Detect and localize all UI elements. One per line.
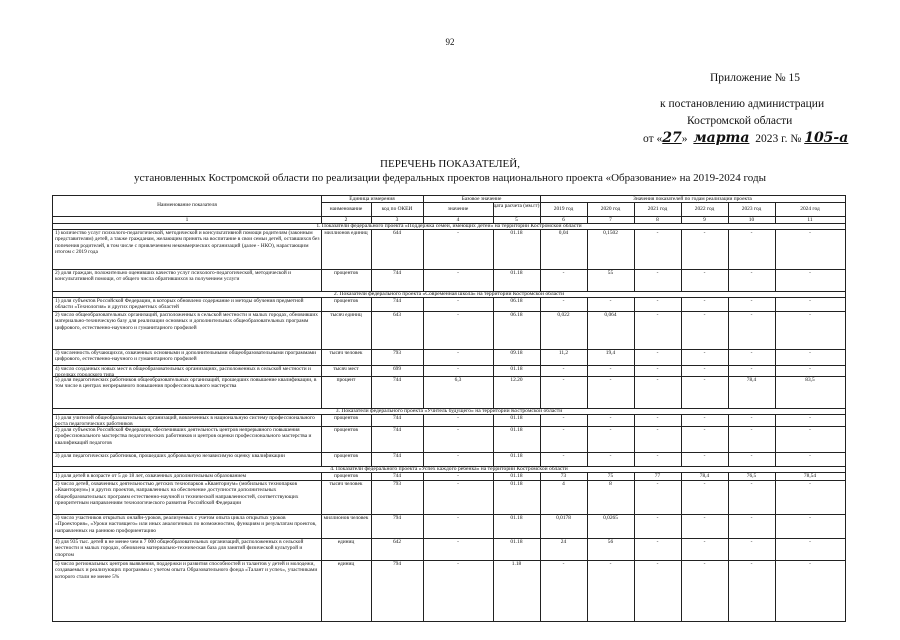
header-col-number: 3: [395, 217, 399, 223]
row-base-date: 01.18: [510, 515, 523, 521]
row-year-value: -: [809, 427, 811, 433]
title-line-1: ПЕРЕЧЕНЬ ПОКАЗАТЕЛЕЙ,: [380, 158, 520, 170]
table-column-rule: [587, 202, 588, 223]
section-heading: 1. Показатели федерального проекта «Поддержка семей, имеющих детей» на территории Костромской области: [316, 223, 582, 229]
row-indicator-name: 1) доля детей в возрасте от 5 до 18 лет, охваченных дополнительным образованием: [55, 473, 247, 479]
row-year-value: -: [750, 298, 753, 304]
header-col-number: 11: [807, 217, 813, 223]
row-year-value: -: [703, 298, 706, 304]
row-year-value: -: [656, 350, 659, 356]
row-year-value: -: [750, 453, 753, 459]
row-year-value: 76,5: [746, 473, 757, 479]
row-year-value: -: [656, 561, 659, 567]
document-title: [0, 157, 900, 185]
header-years-group: Значения показателей по годам реализации проекта: [633, 196, 752, 202]
row-year-value: -: [562, 415, 565, 421]
row-unit: процентов: [334, 298, 358, 304]
row-unit: процентов: [334, 415, 358, 421]
row-year-value: -: [750, 415, 753, 421]
row-okei: 794: [392, 515, 402, 521]
row-year-value: -: [703, 270, 706, 276]
row-year-value: 73: [560, 473, 567, 479]
row-base-date: 01.18: [510, 230, 523, 236]
table-column-rule: [775, 414, 776, 466]
row-year-value: 19,4: [605, 350, 616, 356]
row-indicator-name: 1) доля субъектов Российской Федерации, в которых обновлено содержание и методы обучения предметной области «Технология» и других предметных областей: [55, 298, 304, 311]
row-year-value: -: [703, 415, 706, 421]
row-base-value: 6,3: [454, 377, 462, 383]
row-unit: единиц: [337, 561, 355, 567]
row-base-date: 1.18: [511, 561, 522, 567]
handwritten-day: 27: [662, 130, 682, 146]
annex-line-3: Костромской области: [687, 115, 793, 127]
table-column-rule: [775, 472, 776, 621]
row-year-value: -: [656, 427, 659, 433]
header-year: 2021 год: [647, 206, 668, 212]
row-unit: миллионов человек: [323, 515, 369, 521]
table-column-rule: [634, 229, 635, 291]
header-year: 2023 год: [741, 206, 762, 212]
header-base-group: Базовое значение: [461, 196, 502, 202]
table-column-rule: [540, 196, 541, 223]
row-base-date: 01.18: [510, 427, 523, 433]
row-year-value: 83,5: [805, 377, 815, 383]
handwritten-month: марта: [693, 130, 750, 146]
row-year-value: -: [562, 561, 565, 567]
annex-date-line: от «27» марта 2023 г. № 105-а: [643, 130, 849, 146]
row-year-value: -: [703, 481, 706, 487]
row-year-value: -: [750, 270, 753, 276]
row-base-value: -: [457, 270, 459, 276]
row-year-value: -: [703, 427, 706, 433]
row-base-value: -: [457, 312, 459, 318]
table-column-rule: [587, 414, 588, 466]
table-column-rule: [587, 229, 588, 291]
row-base-date: 06.18: [510, 312, 523, 318]
row-year-value: -: [750, 561, 753, 567]
row-indicator-name: 2) число детей, охваченных деятельностью детских технопарков «Кванториум» (мобильных технопарков «Кванториум») и других проектов, направленных на обеспечение доступности дополнительных общеобразовательных программ естественно-научной и технической направленностей, соответствующих приоритетным направлениям технологического развития Российской Федерации: [55, 481, 299, 507]
handwritten-number: 105-а: [804, 130, 849, 146]
header-col-number: 9: [703, 217, 706, 223]
header-col-number: 10: [748, 217, 755, 223]
row-unit: тысяч единиц: [330, 312, 362, 318]
header-col-number: 5: [515, 217, 518, 223]
table-column-rule: [634, 202, 635, 223]
row-unit: процентов: [334, 427, 358, 433]
header-base-date: дата расчета (мм.гг): [493, 203, 540, 209]
row-unit: тысяч мест: [333, 366, 359, 372]
row-year-value: -: [750, 230, 753, 236]
row-base-value: -: [457, 298, 459, 304]
table-column-rule: [321, 229, 322, 291]
row-okei: 643: [392, 312, 402, 318]
annex-block: [643, 70, 849, 148]
row-okei: 744: [392, 415, 402, 421]
table-column-rule: [775, 202, 776, 223]
row-indicator-name: 2) число общеобразовательных организаций, расположенных в сельской местности и малых городах, обновивших материально-техническую базу для реализации основных и дополнительных общеобразовательных программ цифрового, естественно-научного и гуманитарного профилей: [55, 312, 318, 331]
row-year-value: -: [750, 350, 753, 356]
row-unit: единиц: [337, 539, 355, 545]
row-year-value: -: [562, 298, 565, 304]
row-year-value: -: [609, 561, 612, 567]
row-base-value: -: [457, 230, 459, 236]
header-unit-group: Единица измерения: [349, 196, 395, 202]
annex-line-2: к постановлению администрации: [660, 98, 825, 110]
row-base-value: -: [457, 539, 459, 545]
row-base-value: -: [457, 515, 459, 521]
row-base-value: -: [457, 366, 459, 372]
row-base-value: -: [457, 415, 459, 421]
row-year-value: -: [656, 539, 659, 545]
row-year-value: -: [809, 415, 811, 421]
row-indicator-name: 1) количество услуг психолого-педагогической, методической и консультативной помощи родителям (законным представителям) детей, а также гражданам, желающим принять на воспитание в свои семьи детей, оставшихся без попечения родителей, в том числе с привлечением некоммерческих организаций (далее - НКО), нарастающим итогом с 2019 года: [55, 230, 320, 256]
table-column-rule: [634, 297, 635, 408]
row-year-value: -: [809, 561, 811, 567]
row-okei: 744: [392, 427, 402, 433]
row-okei: 744: [392, 453, 402, 459]
row-year-value: -: [703, 377, 706, 383]
table-column-rule: [423, 297, 424, 408]
row-indicator-name: 2) доля субъектов Российской Федерации, обеспечивших деятельность центров непрерывного повышения профессионального мастерства педагогических работников и центров оценки профессионального мастерства и квалификаций педагогов: [55, 427, 312, 446]
section-heading: 4. Показатели федерального проекта «Успех каждого ребенка» на территории Костромской области: [330, 466, 568, 472]
row-year-value: -: [609, 415, 612, 421]
row-year-value: 56: [607, 539, 614, 545]
row-base-date: 01.18: [510, 481, 523, 487]
row-year-value: -: [562, 453, 565, 459]
table-column-rule: [371, 414, 372, 466]
section-heading: 2. Показатели федерального проекта «Современная школа» на территории Костромской области: [333, 291, 565, 297]
row-year-value: 75: [607, 473, 614, 479]
row-unit: тысяч человек: [329, 350, 363, 356]
row-indicator-name: 3) численность обучающихся, охваченных основными и дополнительными общеобразовательными программами цифрового, естественно-научного и гуманитарного профилей: [55, 350, 317, 363]
table-column-rule: [493, 297, 494, 408]
table-column-rule: [423, 229, 424, 291]
table-column-rule: [371, 297, 372, 408]
table-column-rule: [321, 472, 322, 621]
table-column-rule: [540, 229, 541, 291]
header-col-number: 1: [185, 217, 189, 223]
table-column-rule: [728, 229, 729, 291]
table-column-rule: [681, 414, 682, 466]
header-indicator-name: Наименование показателя: [157, 202, 217, 208]
row-year-value: 77: [654, 473, 661, 479]
section-heading: 3. Показатели федерального проекта «Учитель будущего» на территории Костромской области: [335, 408, 563, 414]
table-rule: [321, 202, 845, 203]
row-year-value: -: [750, 366, 753, 372]
row-year-value: 0,064: [604, 312, 617, 318]
row-year-value: 78,4: [746, 377, 757, 383]
row-year-value: -: [703, 366, 706, 372]
row-unit: миллионов единиц: [324, 230, 368, 236]
row-base-value: -: [457, 427, 459, 433]
row-year-value: 11,2: [558, 350, 569, 356]
table-column-rule: [371, 229, 372, 291]
row-year-value: -: [656, 312, 659, 318]
row-year-value: -: [809, 481, 811, 487]
row-indicator-name: 4) число созданных новых мест в общеобразовательных организациях, расположенных в сельской местности и поселках городского типа: [55, 366, 311, 379]
row-unit: процент: [336, 377, 356, 383]
row-year-value: -: [656, 481, 659, 487]
row-okei: 642: [392, 539, 402, 545]
row-year-value: 78,54: [803, 473, 817, 479]
row-okei: 644: [392, 230, 402, 236]
header-year: 2019 год: [553, 206, 574, 212]
row-year-value: -: [703, 230, 706, 236]
row-year-value: -: [703, 312, 706, 318]
row-year-value: -: [562, 270, 565, 276]
table-column-rule: [371, 472, 372, 621]
row-year-value: -: [562, 377, 565, 383]
table-column-rule: [321, 414, 322, 466]
table-column-rule: [728, 297, 729, 408]
table-column-rule: [321, 297, 322, 408]
table-column-rule: [728, 472, 729, 621]
row-base-date: 12.20: [510, 377, 523, 383]
table-column-rule: [493, 202, 494, 223]
table-column-rule: [423, 196, 424, 223]
row-year-value: 0,022: [557, 312, 570, 318]
header-col-number: 4: [456, 217, 460, 223]
header-unit-name: наименование: [329, 206, 363, 212]
row-year-value: -: [809, 350, 811, 356]
header-col-number: 8: [656, 217, 659, 223]
row-year-value: 8: [609, 481, 612, 487]
row-year-value: -: [656, 515, 659, 521]
row-year-value: -: [609, 377, 612, 383]
table-column-rule: [587, 472, 588, 621]
table-column-rule: [540, 297, 541, 408]
row-okei: 744: [392, 377, 402, 383]
row-year-value: -: [750, 312, 753, 318]
header-col-number: 7: [609, 217, 612, 223]
table-column-rule: [587, 297, 588, 408]
row-year-value: -: [809, 230, 811, 236]
table-column-rule: [493, 414, 494, 466]
row-okei: 744: [392, 298, 402, 304]
title-line-2: установленных Костромской области по реализации федеральных проектов национального проекта «Образование» на 2019-2024 годы: [134, 172, 766, 184]
row-year-value: -: [809, 515, 811, 521]
row-base-value: -: [457, 473, 459, 479]
table-column-rule: [634, 472, 635, 621]
header-year: 2020 год: [600, 206, 621, 212]
row-year-value: -: [703, 453, 706, 459]
row-indicator-name: 1) доля учителей общеобразовательных организаций, вовлеченных в национальную систему профессионального роста педагогических работников: [55, 415, 315, 428]
row-year-value: -: [609, 366, 612, 372]
table-column-rule: [681, 297, 682, 408]
row-year-value: -: [609, 453, 612, 459]
row-indicator-name: 5) число региональных центров выявления, поддержки и развития способностей и талантов у детей и молодежи, создаваемых и реализующих программы с учетом опыта Образовательного фонда «Талант и успех», участниками которого стали не менее 5%: [55, 561, 318, 580]
table-column-rule: [681, 472, 682, 621]
row-year-value: -: [750, 427, 753, 433]
table-column-rule: [423, 414, 424, 466]
row-year-value: -: [703, 515, 706, 521]
row-okei: 793: [392, 481, 402, 487]
row-year-value: -: [809, 312, 811, 318]
row-base-value: -: [457, 561, 459, 567]
row-indicator-name: 3) доля педагогических работников, прошедших добровольную независимую оценку квалификации: [55, 453, 285, 459]
row-year-value: -: [609, 427, 612, 433]
row-base-date: 01.18: [510, 473, 523, 479]
header-okei: код по ОКЕИ: [381, 206, 413, 212]
row-okei: 744: [392, 270, 402, 276]
row-base-value: -: [457, 453, 459, 459]
row-unit: процентов: [334, 270, 358, 276]
header-year: 2022 год: [694, 206, 715, 212]
row-indicator-name: 2) доля граждан, положительно оценивших качество услуг психолого-педагогической, методической и консультативной помощи, от общего числа обратившихся за получением услуги: [55, 270, 292, 283]
row-year-value: -: [809, 453, 811, 459]
table-column-rule: [728, 202, 729, 223]
row-year-value: -: [809, 366, 811, 372]
row-year-value: -: [703, 350, 706, 356]
row-base-value: -: [457, 481, 459, 487]
row-year-value: -: [656, 366, 659, 372]
table-column-rule: [681, 202, 682, 223]
row-year-value: 0,1502: [603, 230, 618, 236]
header-col-number: 2: [344, 217, 348, 223]
table-column-rule: [775, 229, 776, 291]
table-column-rule: [634, 414, 635, 466]
row-year-value: -: [750, 515, 753, 521]
row-okei: 699: [392, 366, 402, 372]
row-base-date: 06.18: [510, 298, 523, 304]
header-base-value: значение: [447, 206, 469, 212]
row-okei: 793: [392, 350, 402, 356]
row-year-value: -: [703, 561, 706, 567]
row-base-date: 01.18: [510, 453, 523, 459]
indicators-table: [52, 195, 846, 622]
row-year-value: 0,0265: [603, 515, 618, 521]
row-year-value: 0,0178: [556, 515, 571, 521]
row-base-value: -: [457, 350, 459, 356]
table-column-rule: [728, 414, 729, 466]
row-base-date: 01.18: [510, 415, 523, 421]
row-year-value: -: [562, 427, 565, 433]
row-unit: тысяч человек: [329, 481, 363, 487]
row-year-value: -: [656, 415, 659, 421]
row-year-value: -: [809, 539, 811, 545]
row-okei: 794: [392, 561, 402, 567]
row-base-date: 09.18: [510, 350, 523, 356]
row-year-value: -: [656, 377, 659, 383]
row-indicator-name: 3) число участников открытых онлайн-уроков, реализуемых с учетом опыта цикла открытых уроков «Проектория», «Уроки настоящего» или иных аналогичных по возможностям, функциям и результатам проектов, направленных на раннюю профориентацию: [55, 515, 317, 534]
page-number: 92: [445, 37, 455, 47]
annex-title: Приложение № 15: [710, 72, 800, 84]
table-column-rule: [540, 414, 541, 466]
row-okei: 744: [392, 473, 402, 479]
table-column-rule: [371, 202, 372, 223]
table-column-rule: [321, 196, 322, 223]
row-base-date: 01.18: [510, 270, 523, 276]
row-base-date: 01.18: [510, 539, 523, 545]
row-year-value: 4: [562, 481, 565, 487]
row-year-value: 0,04: [558, 230, 569, 236]
row-year-value: -: [809, 298, 811, 304]
table-column-rule: [540, 472, 541, 621]
table-rule: [53, 216, 845, 217]
table-column-rule: [493, 229, 494, 291]
row-year-value: -: [750, 539, 753, 545]
row-unit: процентов: [334, 453, 358, 459]
row-year-value: 55: [607, 270, 614, 276]
row-year-value: -: [809, 270, 811, 276]
row-year-value: -: [656, 270, 659, 276]
row-year-value: -: [656, 298, 659, 304]
row-year-value: -: [609, 298, 612, 304]
table-column-rule: [775, 297, 776, 408]
row-year-value: -: [562, 366, 565, 372]
header-year: 2024 год: [800, 206, 820, 212]
row-year-value: 24: [560, 539, 567, 545]
row-year-value: -: [703, 539, 706, 545]
row-base-date: 01.18: [510, 366, 523, 372]
row-year-value: 78,4: [699, 473, 710, 479]
header-col-number: 6: [562, 217, 565, 223]
row-year-value: -: [656, 453, 659, 459]
row-unit: процентов: [334, 473, 358, 479]
row-year-value: -: [656, 230, 659, 236]
table-column-rule: [423, 472, 424, 621]
table-column-rule: [681, 229, 682, 291]
row-year-value: -: [750, 481, 753, 487]
row-indicator-name: 4) для 935 тыс. детей в не менее чем в 7 000 общеобразовательных организаций, расположенных в сельской местности и малых городах, обновлена материально-техническая база для занятий физической культурой и спортом: [55, 539, 304, 558]
row-indicator-name: 5) доля педагогических работников общеобразовательных организаций, прошедших повышение квалификации, в том числе в центрах непрерывного повышения профессионального мастерства: [55, 377, 317, 390]
table-column-rule: [493, 472, 494, 621]
